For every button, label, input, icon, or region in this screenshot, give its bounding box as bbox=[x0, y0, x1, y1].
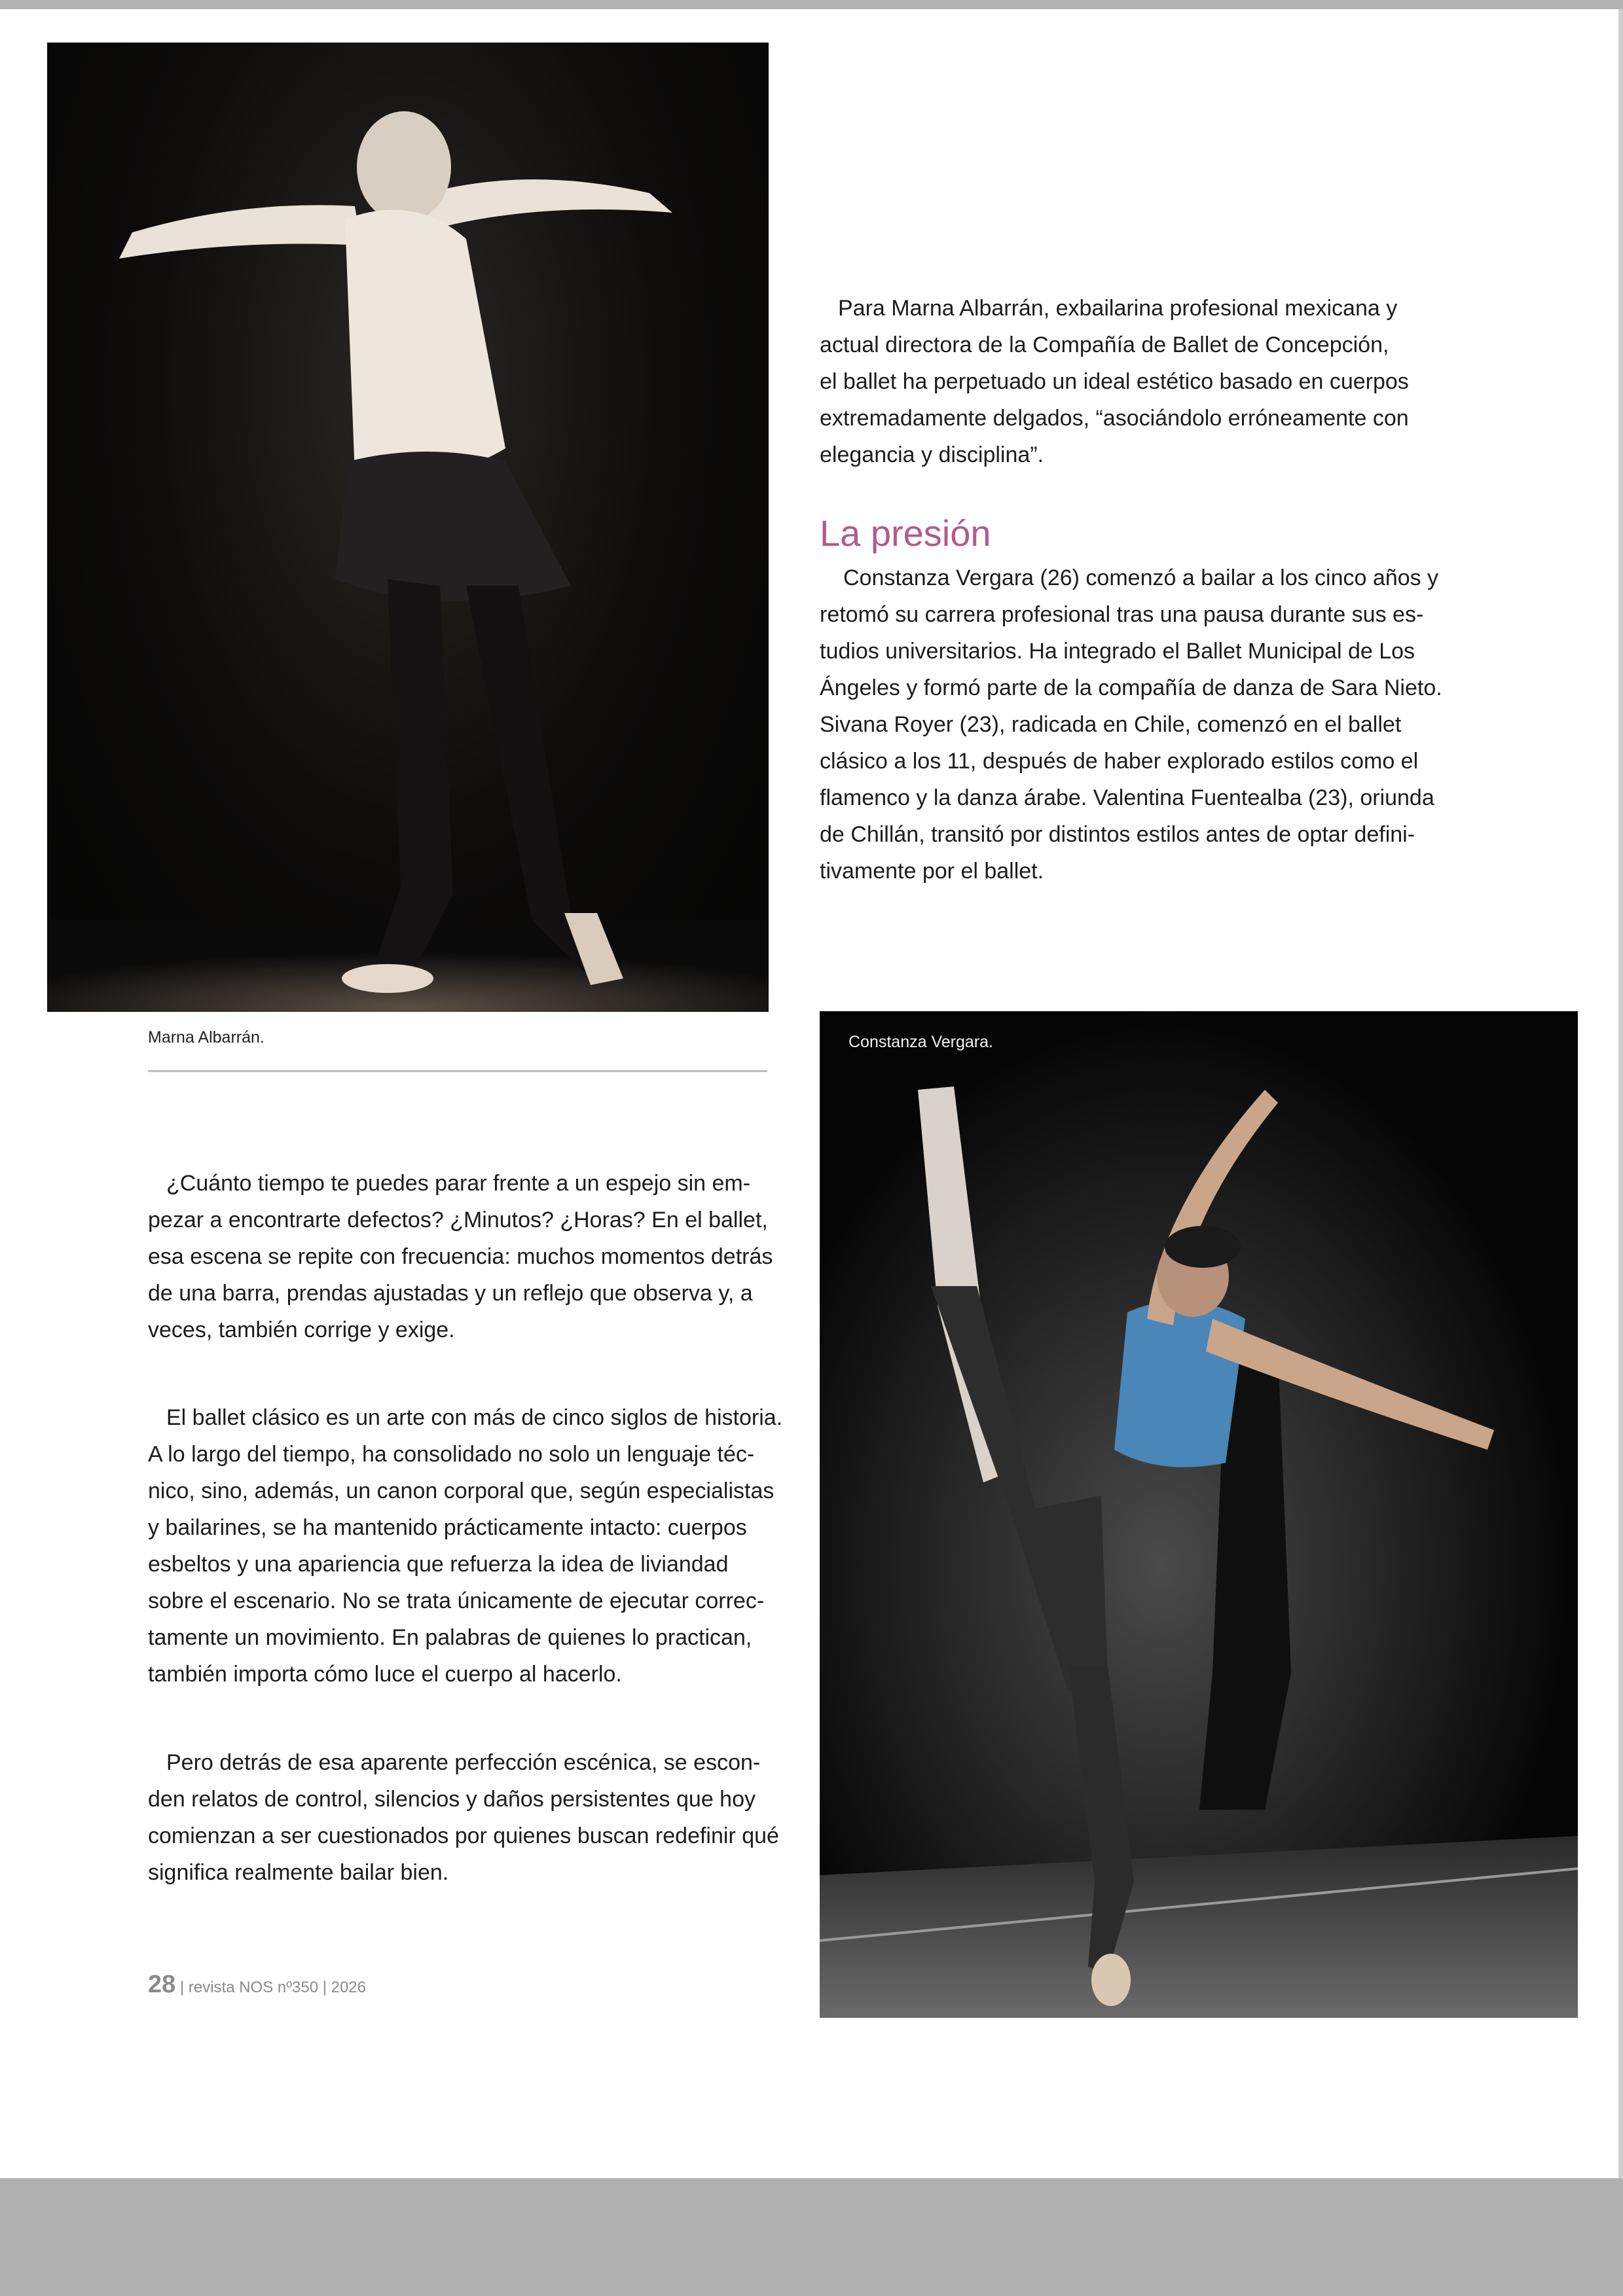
body-line: den relatos de control, silencios y daños persistentes que hoy bbox=[148, 1787, 756, 1812]
body-line: esbeltos y una apariencia que refuerza la idea de liviandad bbox=[148, 1552, 729, 1577]
presion-line: tivamente por el ballet. bbox=[820, 859, 1044, 884]
caption-divider bbox=[148, 1070, 767, 1072]
presion-line: tudios universitarios. Ha integrado el Ballet Municipal de Los bbox=[820, 639, 1415, 664]
body-line: significa realmente bailar bien. bbox=[148, 1860, 449, 1885]
body-paragraph bbox=[148, 1165, 773, 1348]
marna-photo-caption: Marna Albarrán. bbox=[148, 1028, 264, 1047]
presion-line: Ángeles y formó parte de la compañía de danza de Sara Nieto. bbox=[820, 675, 1442, 700]
body-line: A lo largo del tiempo, ha consolidado no solo un lenguaje téc- bbox=[148, 1442, 755, 1467]
presion-line: de Chillán, transitó por distintos estilos antes de optar defini- bbox=[820, 822, 1415, 847]
intro-line: actual directora de la Compañía de Ballet de Concepción, bbox=[820, 332, 1389, 357]
page-number: 28 bbox=[148, 1971, 176, 1998]
body-line: comienzan a ser cuestionados por quienes buscan redefinir qué bbox=[148, 1823, 779, 1848]
body-line: sobre el escenario. No se trata únicamente de ejecutar correc- bbox=[148, 1588, 765, 1613]
constanza-photo-caption: Constanza Vergara. bbox=[848, 1033, 993, 1051]
bottom-border bbox=[0, 2178, 1623, 2296]
body-paragraph bbox=[148, 1744, 779, 1891]
intro-line: extremadamente delgados, “asociándolo erróneamente con bbox=[820, 406, 1409, 431]
intro-paragraph bbox=[820, 290, 1409, 473]
top-border bbox=[0, 0, 1623, 9]
presion-line: clásico a los 11, después de haber explorado estilos como el bbox=[820, 749, 1419, 774]
body-line: también importa cómo luce el cuerpo al hacerlo. bbox=[148, 1662, 622, 1687]
presion-line: flamenco y la danza árabe. Valentina Fuentealba (23), oriunda bbox=[820, 785, 1434, 810]
body-line: tamente un movimiento. En palabras de quienes lo practican, bbox=[148, 1625, 752, 1650]
intro-line: el ballet ha perpetuado un ideal estético basado en cuerpos bbox=[820, 369, 1409, 394]
body-line: pezar a encontrarte defectos? ¿Minutos? ¿Horas? En el ballet, bbox=[148, 1208, 768, 1232]
body-line: nico, sino, además, un canon corporal que, según especialistas bbox=[148, 1479, 775, 1503]
page-footer bbox=[148, 1971, 366, 2001]
presion-line: Sivana Royer (23), radicada en Chile, comenzó en el ballet bbox=[820, 712, 1402, 737]
marna-photo bbox=[47, 43, 769, 1012]
constanza-photo bbox=[820, 1011, 1578, 2018]
presion-line: retomó su carrera profesional tras una pausa durante sus es- bbox=[820, 602, 1424, 627]
body-line: ¿Cuánto tiempo te puedes parar frente a un espejo sin em- bbox=[166, 1171, 751, 1196]
dancer-illustration-2 bbox=[820, 1011, 1578, 2018]
page-right-edge bbox=[1618, 9, 1623, 2178]
body-line: Pero detrás de esa aparente perfección escénica, se escon- bbox=[166, 1750, 761, 1775]
dancer-illustration-1 bbox=[47, 43, 769, 1012]
intro-line: elegancia y disciplina”. bbox=[820, 442, 1044, 467]
body-paragraph bbox=[148, 1399, 782, 1693]
publication-info: | revista NOS nº350 | 2026 bbox=[175, 1979, 366, 1996]
section-heading: La presión bbox=[820, 512, 991, 554]
intro-line: Para Marna Albarrán, exbailarina profesional mexicana y bbox=[838, 296, 1398, 321]
presion-paragraph bbox=[820, 560, 1442, 889]
body-line: de una barra, prendas ajustadas y un reflejo que observa y, a bbox=[148, 1281, 753, 1306]
body-line: y bailarines, se ha mantenido prácticamente intacto: cuerpos bbox=[148, 1515, 747, 1540]
body-line: veces, también corrige y exige. bbox=[148, 1318, 455, 1342]
presion-line: Constanza Vergara (26) comenzó a bailar a los cinco años y bbox=[843, 565, 1439, 590]
body-line: esa escena se repite con frecuencia: muchos momentos detrás bbox=[148, 1244, 773, 1269]
body-line: El ballet clásico es un arte con más de cinco siglos de historia. bbox=[166, 1405, 783, 1430]
